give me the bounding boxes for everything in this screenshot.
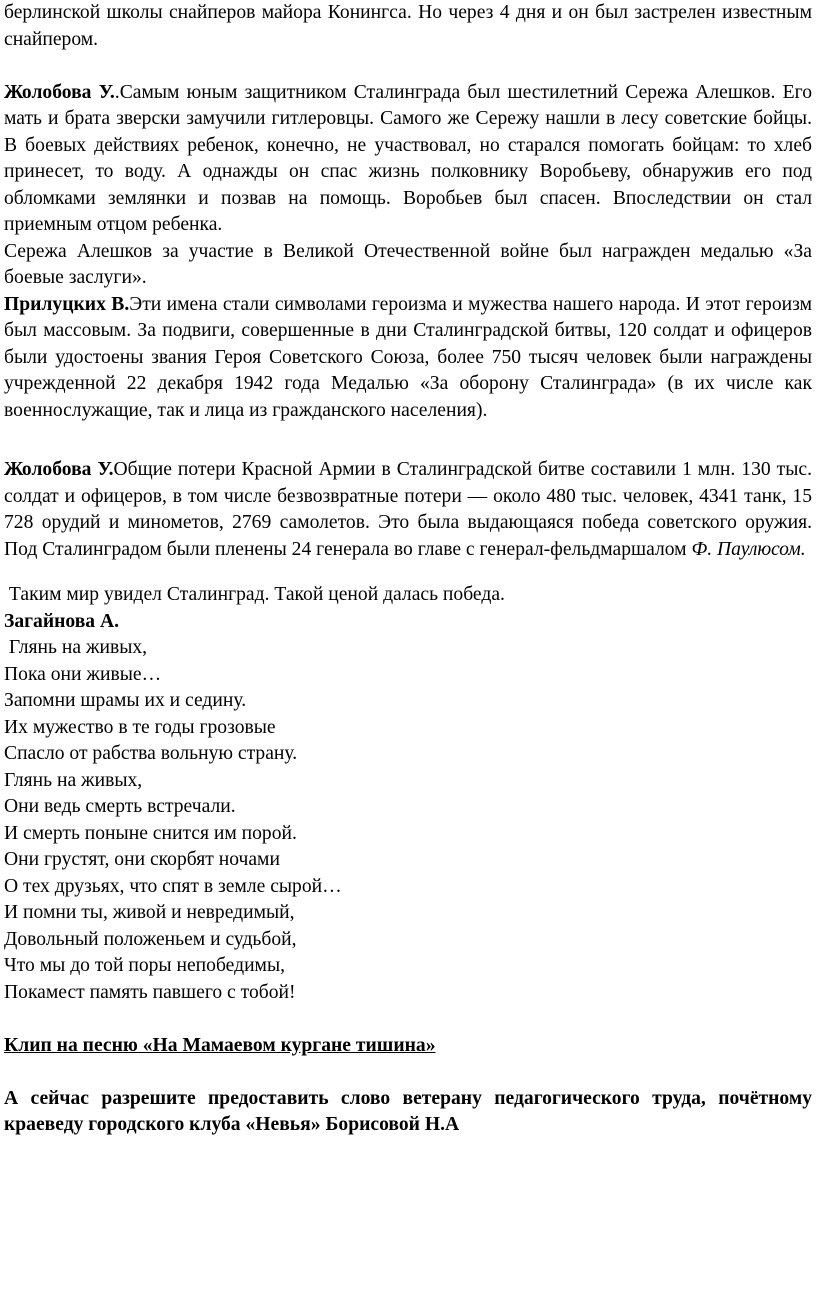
poem-line: Глянь на живых, [4,769,143,791]
paragraph-text: Самым юным защитником Сталинграда был шестилетний Сережа Алешков. Его мать и брата зверски замучили гитлеровцы. Самого же Сережу нашли в лесу советские бойцы. В боевых действиях ребенок, конечно, не участвовал, но старался помогать бойцам: то хлеб принесет, то воду. А однажды он спас жизнь полковнику Воробьеву, обнаружив его под обломками землянки и позвав на помощь. Воробьев был спасен. Впоследствии он стал приемным отцом ребенка. [4,81,812,235]
poem-line: Довольный положеньем и судьбой, [4,928,297,950]
spacer [4,563,812,582]
paragraph-medal: Сережа Алешков за участие в Великой Отечественной войне был награжден медалью «За боевые заслуги». [4,240,812,288]
poem-speaker: Загайнова А. [4,610,120,632]
spacer [4,1006,812,1033]
poem [4,635,812,1006]
spacer [4,424,812,457]
poem-line: Они ведь смерть встречали. [4,796,236,817]
paulus-name: Ф. Паулюсом. [691,538,806,560]
spacer [4,1059,812,1086]
poem-line: Запомни шрамы их и седину. [4,690,247,711]
paragraph-stalingrad-world: Таким мир увидел Сталинград. Такой ценой далась победа. [4,584,505,605]
poem-line: Покамест память павшего с тобой! [4,981,296,1003]
speaker-punct: . [114,81,120,103]
poem-line: Спасло от рабства вольную страну. [4,743,298,764]
poem-line: И помни ты, живой и невредимый, [4,902,295,923]
speaker-name: Жолобова У. [4,81,115,103]
poem-line: Что мы до той поры непобедимы, [4,955,286,976]
speaker-name: Жолобова У. [4,459,114,480]
closing-announcement: А сейчас разрешите предоставить слово ветерану педагогического труда, почётному краеведу городского клуба «Невья» Борисовой Н.А [4,1087,812,1135]
speaker-name: Прилуцких В. [4,293,130,315]
paragraph-text: Эти имена стали символами героизма и мужества нашего народа. И этот героизм был массовым. За подвиги, совершенные в дни Сталинградской битвы, 120 солдат и офицеров были удостоены звания Героя Советского Союза, более 750 тысяч человек были награждены учрежденной 22 декабря 1942 года Медалью «За оборону Сталинграда» (в их числе как военнослужащие, так и лица из гражданского населения). [4,293,812,421]
paragraph-aleshkov [4,80,812,239]
poem-line: И смерть поныне снится им порой. [4,822,297,844]
paragraph-text: Общие потери Красной Армии в Сталинградской битве составили 1 млн. 130 тыс. солдат и офицеров, в том числе безвозвратные потери — около 480 тыс. человек, 4341 танк, 15 728 орудий и минометов, 2769 самолетов. Это была выдающаяся победа советского оружия. Под Сталинградом были пленены 24 генерала во главе с генерал-фельдмаршалом [4,459,812,560]
poem-line: Они грустят, они скорбят ночами [4,849,280,870]
paragraph-heroism [4,292,812,425]
poem-line: Пока они живые… [4,663,162,685]
spacer [4,53,812,80]
poem-line: Глянь на живых, [4,637,148,658]
poem-line: Их мужество в те годы грозовые [4,716,276,738]
paragraph-sniper-end: берлинской школы снайперов майора Конингса. Но через 4 дня и он был застрелен известным снайпером. [4,2,812,50]
paragraph-losses [4,457,812,563]
clip-heading: Клип на песню «На Мамаевом кургане тишина» [4,1034,436,1056]
poem-line: О тех друзьях, что спят в земле сырой… [4,875,342,897]
